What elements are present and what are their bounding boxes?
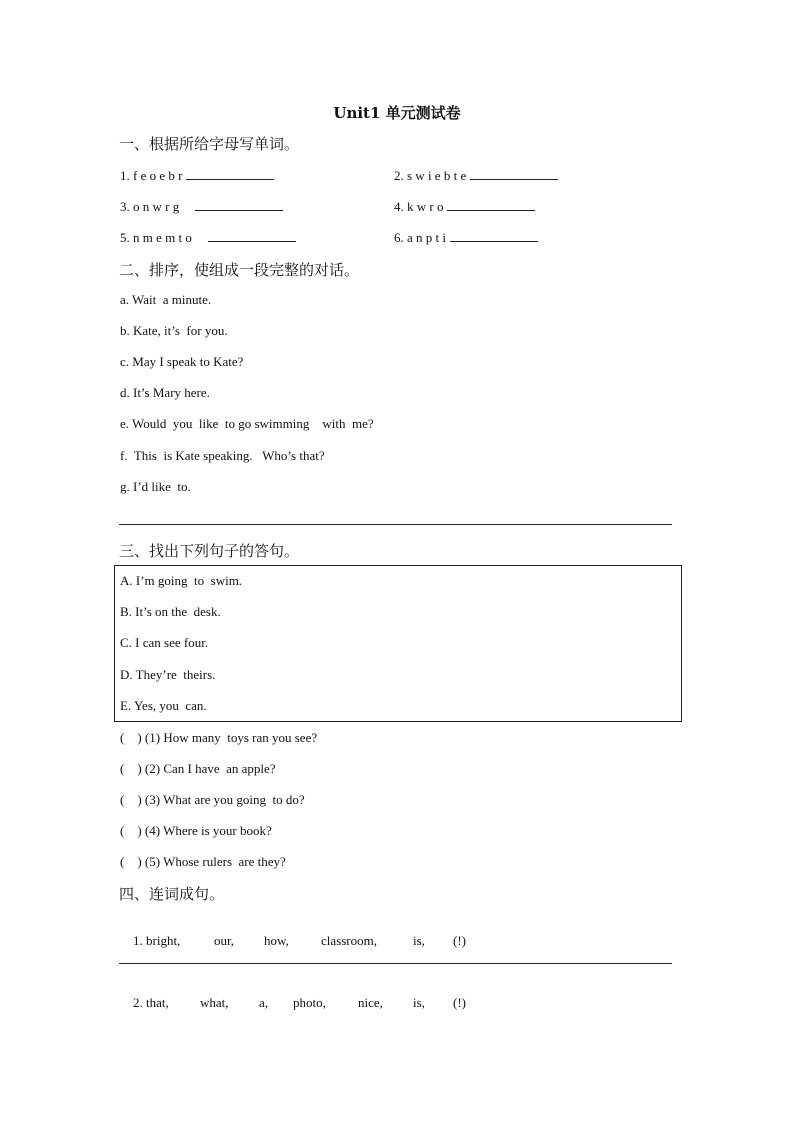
word-item-4-letters: 4. k w r o xyxy=(394,199,444,214)
word-token: 2. that, xyxy=(133,995,169,1010)
word-token: (!) xyxy=(453,933,466,948)
dialogue-line-c: c. May I speak to Kate? xyxy=(120,354,244,369)
answer-line-section2[interactable] xyxy=(119,524,672,525)
word-item-6-letters: 6. a n p t i xyxy=(394,230,446,245)
word-token: (!) xyxy=(453,995,466,1010)
word-token: classroom, xyxy=(321,933,377,948)
word-item-2 xyxy=(394,167,558,184)
question-1[interactable]: ( ) (1) How many toys ran you see? xyxy=(120,730,318,745)
section4-heading: 四、连词成句。 xyxy=(119,885,225,903)
word-token: nice, xyxy=(358,995,383,1010)
dialogue-line-b: b. Kate, it’s for you. xyxy=(120,323,228,338)
word-token: photo, xyxy=(293,995,326,1010)
dialogue-line-f: f. This is Kate speaking. Who’s that? xyxy=(120,448,325,463)
section2-heading: 二、排序，使组成一段完整的对话。 xyxy=(119,261,360,279)
question-4[interactable]: ( ) (4) Where is your book? xyxy=(120,823,272,838)
word-item-4-blank[interactable] xyxy=(447,198,535,211)
word-item-5-blank[interactable] xyxy=(208,229,296,242)
word-item-3 xyxy=(120,198,283,215)
question-2[interactable]: ( ) (2) Can I have an apple? xyxy=(120,761,276,776)
word-token: is, xyxy=(413,995,425,1010)
word-token: our, xyxy=(214,933,235,948)
word-item-3-blank[interactable] xyxy=(195,198,283,211)
word-item-1-blank[interactable] xyxy=(186,167,274,180)
dialogue-line-a: a. Wait a minute. xyxy=(120,292,212,307)
word-order-item-2 xyxy=(120,979,466,1027)
word-order-item-1 xyxy=(120,917,466,965)
word-item-5 xyxy=(120,229,296,246)
worksheet-title: Unit1 单元测试卷 xyxy=(333,104,461,122)
word-item-1 xyxy=(120,167,274,184)
dialogue-line-e: e. Would you like to go swimming with me? xyxy=(120,416,374,431)
answer-line-item-1[interactable] xyxy=(119,963,672,964)
dialogue-line-d: d. It’s Mary here. xyxy=(120,385,210,400)
word-item-1-letters: 1. f e o e b r xyxy=(120,168,183,183)
option-e: E. Yes, you can. xyxy=(120,698,207,713)
word-item-2-blank[interactable] xyxy=(470,167,558,180)
word-token: how, xyxy=(264,933,289,948)
word-token: is, xyxy=(413,933,425,948)
section1-heading: 一、根据所给字母写单词。 xyxy=(119,135,300,153)
word-item-6 xyxy=(394,229,538,246)
word-item-5-letters: 5. n m e m t o xyxy=(120,230,192,245)
question-5[interactable]: ( ) (5) Whose rulers are they? xyxy=(120,854,286,869)
word-token: a, xyxy=(259,995,269,1010)
option-d: D. They’re theirs. xyxy=(120,667,216,682)
word-item-6-blank[interactable] xyxy=(450,229,538,242)
word-token: 1. bright, xyxy=(133,933,181,948)
dialogue-line-g: g. I’d like to. xyxy=(120,479,191,494)
section3-heading: 三、找出下列句子的答句。 xyxy=(119,542,300,560)
word-item-2-letters: 2. s w i e b t e xyxy=(394,168,467,183)
question-3[interactable]: ( ) (3) What are you going to do? xyxy=(120,792,305,807)
option-c: C. I can see four. xyxy=(120,635,209,650)
word-item-4 xyxy=(394,198,535,215)
word-item-3-letters: 3. o n w r g xyxy=(120,199,180,214)
option-a: A. I’m going to swim. xyxy=(120,573,243,588)
option-b: B. It’s on the desk. xyxy=(120,604,221,619)
word-token: what, xyxy=(200,995,229,1010)
